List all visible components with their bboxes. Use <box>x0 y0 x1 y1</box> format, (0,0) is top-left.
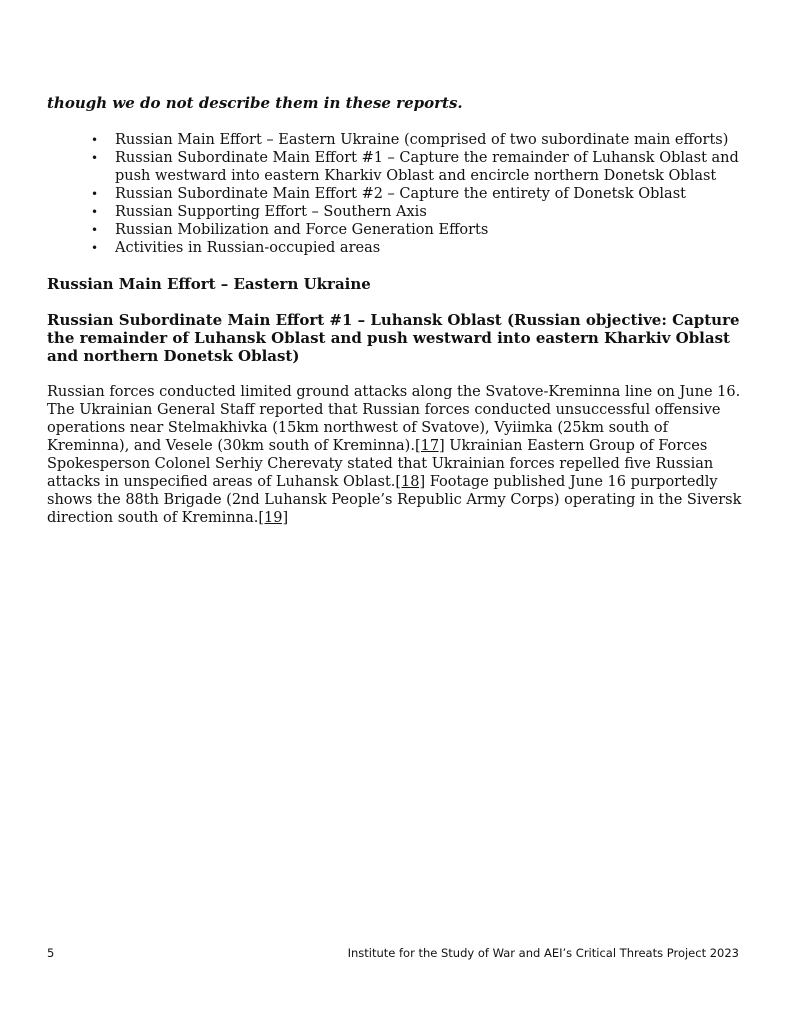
paragraph-text: Russian forces conducted limited ground attacks along the Svatove-Kreminna line on June 16. The Ukrainian General Staff reported that Russian forces conducted unsuccessful offensive operations near Stelmakhivka (15km northwest of Svatove), Vyiimka (25km south of Kreminna), and Vesele (30km south of Kreminna). <box>47 384 741 454</box>
citation-link-19[interactable]: [19] <box>258 510 289 526</box>
list-item: • Russian Subordinate Main Effort #2 – Capture the entirety of Donetsk Oblast <box>115 185 747 203</box>
effort-list <box>47 131 747 257</box>
citation-link-17[interactable]: [17] <box>414 438 445 454</box>
body-paragraph <box>47 383 747 527</box>
subsection-heading: Russian Subordinate Main Effort #1 – Luhansk Oblast (Russian objective: Capture the remainder of Luhansk Oblast and push westward into eastern Kharkiv Oblast and northern Donetsk Oblast) <box>47 311 740 365</box>
intro-text: though we do not describe them in these reports. <box>47 94 463 112</box>
list-item: • Russian Subordinate Main Effort #1 – Capture the remainder of Luhansk Oblast and push westward into eastern Kharkiv Oblast and encircle northern Donetsk Oblast <box>115 149 747 185</box>
document-page <box>47 94 747 527</box>
footer-organization: Institute for the Study of War and AEI’s Critical Threats Project 2023 <box>347 946 739 960</box>
paragraph-text: Ukrainian Eastern Group of Forces Spokesperson Colonel Serhiy Cherevaty stated that Ukrainian forces repelled five Russian attacks in unspecified areas of Luhansk Oblast. <box>47 438 714 490</box>
citation-link-18[interactable]: [18] <box>395 474 426 490</box>
page-number: 5 <box>47 946 55 960</box>
list-item: • Activities in Russian-occupied areas <box>115 239 747 257</box>
section-heading: Russian Main Effort – Eastern Ukraine <box>47 275 371 293</box>
list-item: • Russian Mobilization and Force Generation Efforts <box>115 221 747 239</box>
list-item: • Russian Main Effort – Eastern Ukraine (comprised of two subordinate main efforts) <box>115 131 747 149</box>
paragraph-text: Footage published June 16 purportedly shows the 88th Brigade (2nd Luhansk People’s Republic Army Corps) operating in the Siversk direction south of Kreminna. <box>47 474 742 526</box>
list-item: • Russian Supporting Effort – Southern Axis <box>115 203 747 221</box>
